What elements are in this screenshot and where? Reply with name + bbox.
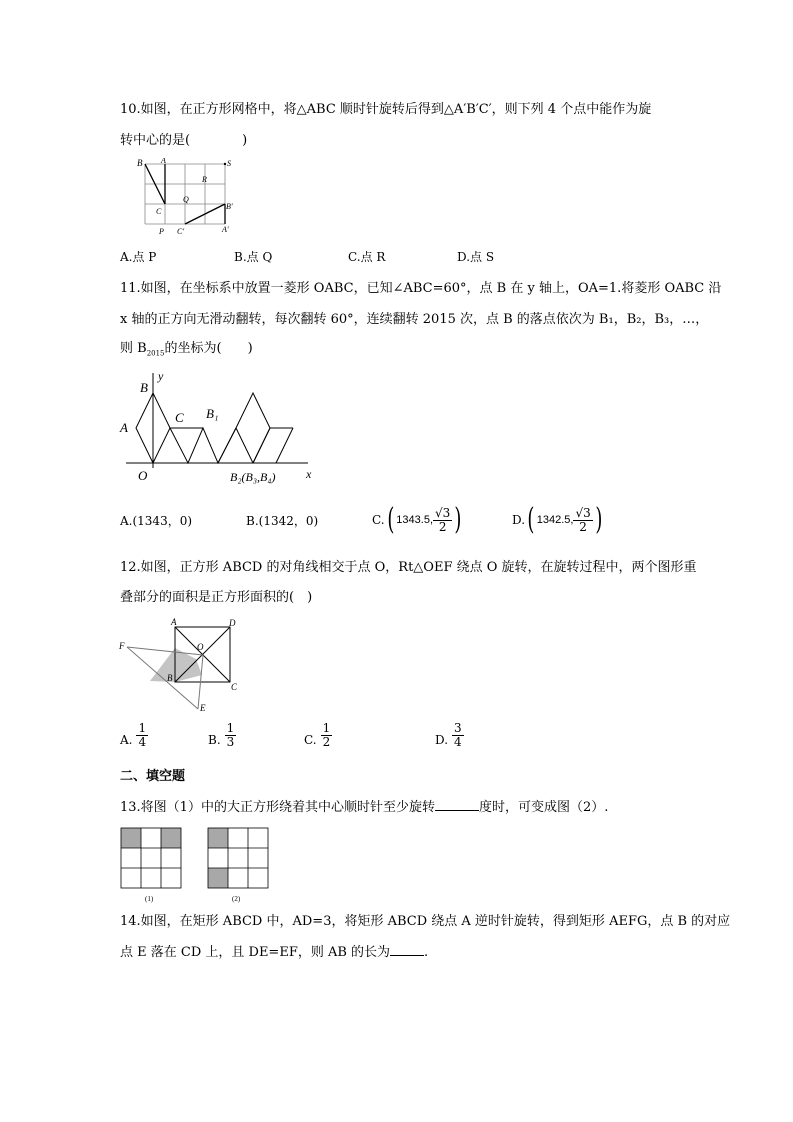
q11-label-O: O xyxy=(138,468,148,483)
q10-label-Ap: A′ xyxy=(222,225,229,234)
q13-figure-2 xyxy=(208,828,268,888)
q12-label-A: A xyxy=(171,617,177,627)
q12-option-a: A. $\frac{1}{4}$ xyxy=(120,721,147,749)
q10-option-d: D.点 S xyxy=(457,250,495,264)
q11-label-B1: B₁ xyxy=(206,406,219,421)
q13-caption-2: (2) xyxy=(232,895,241,903)
q10-grid-figure xyxy=(135,158,240,238)
q11-option-c: C. ( 1343.5, $\frac{√3}{2}$ ) xyxy=(372,502,462,537)
q11-rhombus-figure xyxy=(118,368,323,488)
q13-figure-1 xyxy=(121,828,181,888)
q11-label-A: A xyxy=(120,420,128,435)
q12-label-O: O xyxy=(197,642,204,652)
q12-option-b: B. $\frac{1}{3}$ xyxy=(208,721,235,749)
q13-caption-1: (1) xyxy=(145,895,154,903)
q11-text-line2: x 轴的正方向无滑动翻转，每次翻转 60°，连续翻转 2015 次，点 B 的落点依次为 B₁，B₂，B₃，…， xyxy=(120,312,709,327)
q12-label-D: D xyxy=(229,618,236,628)
q12-option-c: C. $\frac{1}{2}$ xyxy=(304,721,331,749)
q10-label-Bp: B′ xyxy=(226,202,233,211)
q12-text-line1: 12.如图，正方形 ABCD 的对角线相交于点 O，Rt△OEF 绕点 O 旋转，在旋转过程中，两个图形重 xyxy=(120,560,697,575)
q11-label-C: C xyxy=(175,410,184,425)
q12-label-B: B xyxy=(167,673,173,683)
q10-text-line1: 10.如图，在正方形网格中，将△ABC 顺时针旋转后得到△A′B′C′，则下列 4 个点中能作为旋 xyxy=(120,102,652,117)
q10-label-Cp: C′ xyxy=(177,227,185,236)
q13-text: 13.将图（1）中的大正方形绕着其中心顺时针至少旋转 度时，可变成图（2）. xyxy=(120,800,609,815)
q10-label-Q: Q xyxy=(183,195,189,204)
q10-text-line2: 转中心的是( ) xyxy=(120,133,248,148)
section-heading: 二、填空题 xyxy=(120,769,186,784)
q12-option-d: D. $\frac{3}{4}$ xyxy=(435,721,462,749)
q14-text-line1: 14.如图，在矩形 ABCD 中，AD=3，将矩形 ABCD 绕点 A 逆时针旋转，得到矩形 AEFG，点 B 的对应 xyxy=(120,914,731,929)
q11-label-B2: B₂(B₃,B₄) xyxy=(230,470,276,484)
q12-label-C: C xyxy=(231,682,238,692)
q11-label-x: x xyxy=(306,467,312,481)
q10-label-B: B xyxy=(137,158,143,168)
q11-option-d: D. ( 1342.5, $\frac{√3}{2}$ ) xyxy=(512,502,603,537)
q10-label-P: P xyxy=(159,227,164,236)
q14-text-line2: 点 E 落在 CD 上，且 DE=EF，则 AB 的长为 . xyxy=(120,945,429,960)
q10-option-c: C.点 R xyxy=(348,250,386,264)
q12-text-line2: 叠部分的面积是正方形面积的( ) xyxy=(120,590,313,605)
q11-label-y: y xyxy=(158,369,164,383)
q11-text-line3: 则 $B_{2015}$的坐标为( ) xyxy=(120,341,253,358)
q10-label-S: S xyxy=(227,159,231,168)
q11-label-B: B xyxy=(140,380,148,395)
q10-label-C: C xyxy=(156,207,162,216)
q12-square-figure xyxy=(115,615,245,715)
q12-label-E: E xyxy=(200,703,206,713)
q10-option-b: B.点 Q xyxy=(234,250,273,264)
q12-label-F: F xyxy=(119,641,125,651)
q11-option-a: A.(1343，0) xyxy=(120,514,193,528)
q14-answer-blank[interactable] xyxy=(390,955,424,956)
q13-answer-blank[interactable] xyxy=(435,810,479,811)
q13-figures xyxy=(118,825,278,905)
q11-option-b: B.(1342，0) xyxy=(246,514,319,528)
q11-text-line1: 11.如图，在坐标系中放置一菱形 OABC，已知∠ABC=60°，点 B 在 y 轴上，OA=1.将菱形 OABC 沿 xyxy=(120,281,722,296)
q10-option-a: A.点 P xyxy=(120,250,157,264)
q10-label-A: A xyxy=(161,158,166,165)
q10-label-R: R xyxy=(202,175,207,184)
